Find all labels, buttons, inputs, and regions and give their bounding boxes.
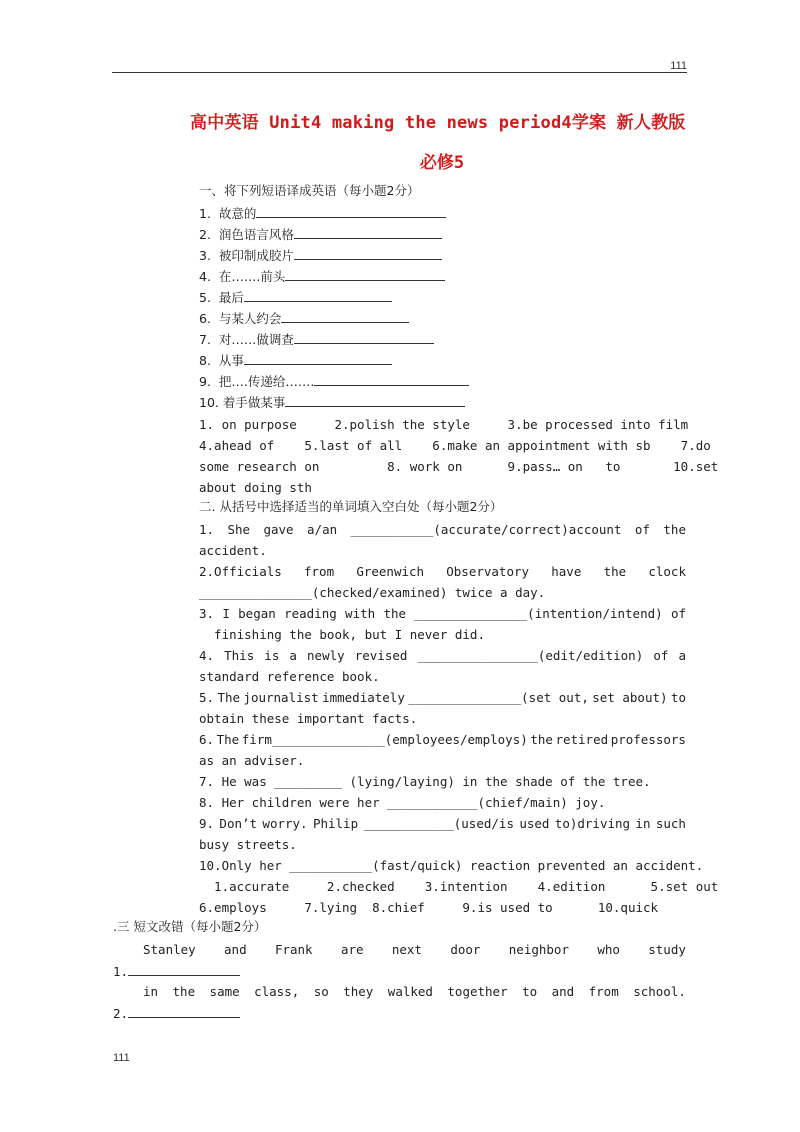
s1-item-6: 6. 与某人约会 — [199, 310, 409, 327]
s2-q5: 5. The journalist immediately _______________(set out, set about) to — [199, 690, 686, 705]
s2-q3: 3. I began reading with the _______________(intention/intend) of — [199, 606, 686, 621]
s3-sentence-2: in the same class, so they walked together to and from school. — [143, 984, 686, 999]
s1-item-8: 8. 从事 — [199, 352, 392, 369]
s1-item-3: 3. 被印制成胶片 — [199, 247, 442, 264]
s1-item-5: 5. 最后 — [199, 289, 392, 306]
header-page-number: 111 — [670, 60, 687, 72]
s1-answer-line: some research on 8. work on 9.pass… on to 10.set — [199, 459, 719, 474]
document-subtitle: 必修5 — [419, 153, 465, 173]
s1-item-9: 9. 把….传递给……. — [199, 373, 469, 390]
s1-item-7: 7. 对……做调查 — [199, 331, 434, 348]
s3-blank-1: 1. — [113, 963, 240, 980]
s1-item-4: 4. 在…….前头 — [199, 268, 445, 285]
s2-answer-line: 1.accurate 2.checked 3.intention 4.edition 5.set out — [199, 879, 719, 894]
s2-q8: 8. Her children were her ____________(chief/main) joy. — [199, 795, 606, 810]
s1-item-1: 1. 故意的 — [199, 205, 446, 222]
s2-q4-cont: standard reference book. — [199, 669, 380, 684]
s1-item-10: 10. 着手做某事 — [199, 394, 465, 411]
s2-q6-cont: as an adviser. — [199, 753, 305, 768]
s2-q9-cont: busy streets. — [199, 837, 297, 852]
s3-blank-2: 2. — [113, 1005, 240, 1022]
section2-heading: 二. 从括号中选择适当的单词填入空白处（每小题2分） — [199, 499, 503, 514]
s2-q6: 6. The firm_______________(employees/employs) the retired professors — [199, 732, 686, 747]
s2-q9: 9. Don’t worry. Philip ____________(used/is used to)driving in such — [199, 816, 686, 831]
s2-q1: 1. She gave a/an ___________(accurate/correct)account of the — [199, 522, 686, 537]
footer-page-number: 111 — [113, 1052, 130, 1064]
s1-answer-line: 1. on purpose 2.polish the style 3.be processed into film — [199, 417, 689, 432]
s1-answer-line: 4.ahead of 5.last of all 6.make an appointment with sb 7.do — [199, 438, 711, 453]
s2-q4: 4. This is a newly revised ________________(edit/edition) of a — [199, 648, 686, 663]
s2-q7: 7. He was _________ (lying/laying) in the shade of the tree. — [199, 774, 651, 789]
s2-q2-cont: _______________(checked/examined) twice a day. — [199, 585, 546, 600]
s1-answer-line: about doing sth — [199, 480, 312, 495]
s2-q2: 2.Officials from Greenwich Observatory have the clock — [199, 564, 686, 579]
document-title: 高中英语 Unit4 making the news period4学案 新人教版 — [190, 113, 686, 133]
s2-q10: 10.Only her ___________(fast/quick) reaction prevented an accident. — [199, 858, 704, 873]
s3-sentence-1: Stanley and Frank are next door neighbor who study — [143, 942, 686, 957]
section3-heading: .三 短文改错（每小题2分） — [113, 919, 267, 934]
s2-q3-cont: finishing the book, but I never did. — [199, 627, 485, 642]
s1-item-2: 2. 润色语言风格 — [199, 226, 442, 243]
s2-q1-cont: accident. — [199, 543, 267, 558]
s2-q5-cont: obtain these important facts. — [199, 711, 418, 726]
header-rule — [112, 72, 687, 73]
s2-answer-line: 6.employs 7.lying 8.chief 9.is used to 10.quick — [199, 900, 659, 915]
section1-heading: 一、将下列短语译成英语（每小题2分） — [199, 183, 420, 198]
